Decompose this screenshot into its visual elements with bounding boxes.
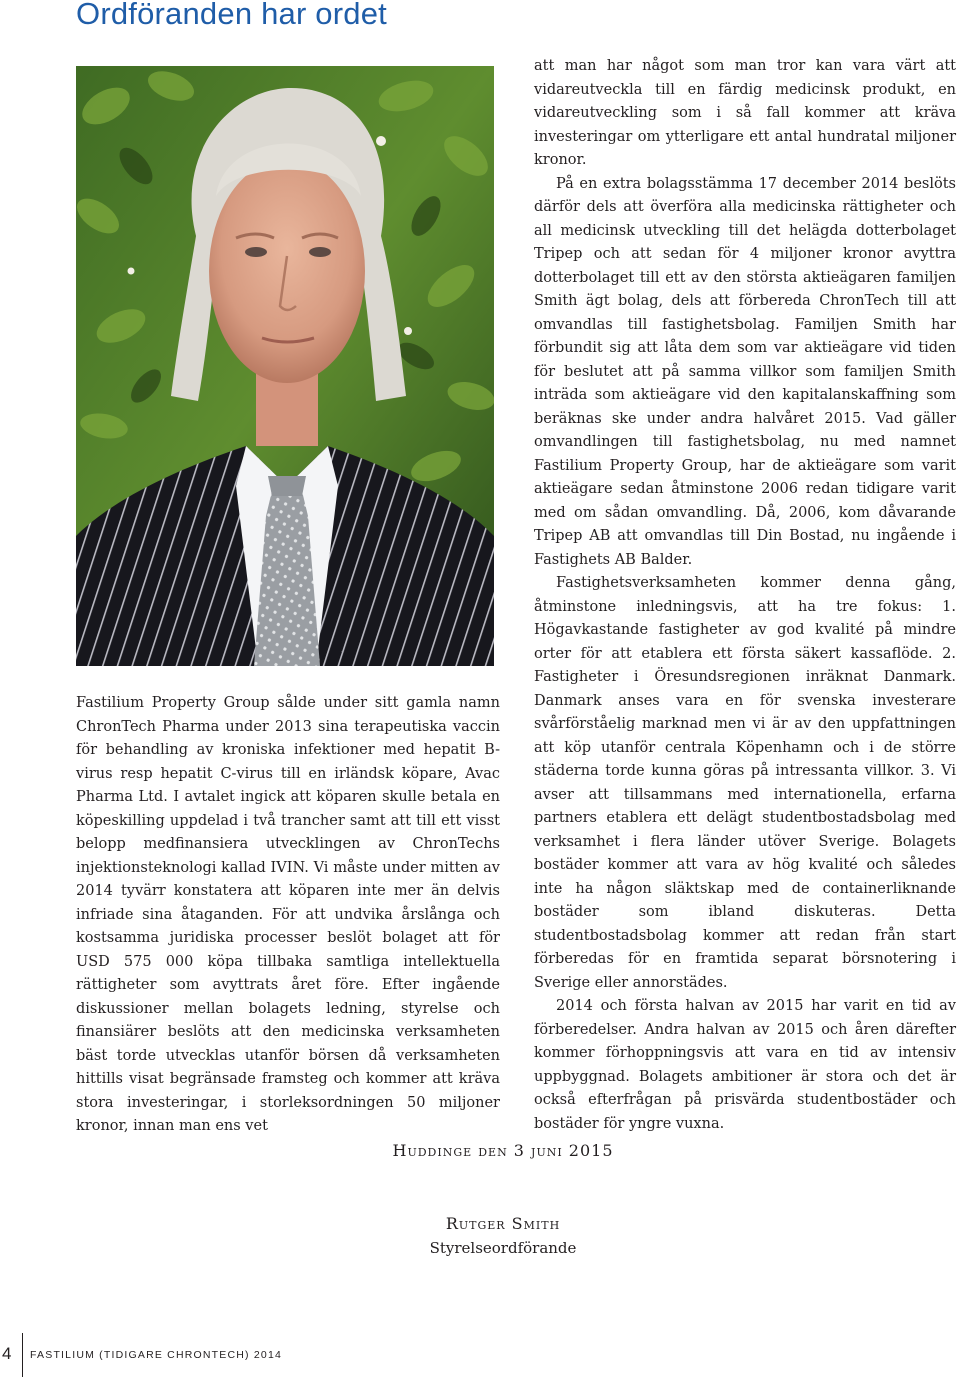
body-paragraph: Fastighetsverksamheten kommer denna gång, åtminstone inledningsvis, att ha tre fokus: 1. Högavkastande fastigheter av god kvalité på mindre orter för att etablera ett första säkert kassaflöde. 2. Fastigheter i Öresundsregionen inräknat Danmark. Danmark anses vara en för svenska investerare svårförståelig marknad men vi är av den uppfattningen att köp utanför centrala Köpenhamn och i de större städerna torde kunna göras på intressanta villkor. 3. Vi avser att tillsammans med internationella, erfarna partners etablera ett delägt studentbostadsbolag med verksamhet i flera länder utöver Sverige. Bolagets bostäder kommer att vara av hög kvalité och således inte ha någon släktskap med de containerliknande bostäder som ibland diskuteras. Detta studentbostadsbolag kommer att redan från start förberedas för en framtida separat börsnotering i Sverige eller annorstädes. — [534, 575, 956, 991]
signature-block — [0, 1212, 960, 1260]
body-paragraph: 2014 och första halvan av 2015 har varit en tid av förberedelser. Andra halvan av 2015 och åren därefter kommer förhoppningsvis att vara en tid av intensiv uppbyggnad. Bolagets ambitioner är stora och det är också efterfrågan på prisvärda studentbostäder och bostäder för yngre vuxna. — [534, 998, 956, 1132]
body-column-left — [76, 692, 500, 1139]
place-date: Huddinge den 3 juni 2015 — [392, 1141, 614, 1160]
body-paragraph: Fastilium Property Group sålde under sitt gamla namn ChronTech Pharma under 2013 sina terapeutiska vaccin för behandling av kroniska infektioner med hepatit B-virus resp hepatit C-virus till en irländsk köpare, Avac Pharma Ltd. I avtalet ingick att köparen skulle betala en köpeskilling uppdelad i två trancher samt att till ett visst belopp medfinansiera utvecklingen av ChronTechs injektionsteknologi kallad IVIN. Vi måste under mitten av 2014 tyvärr konstatera att köparen inte mer än delvis infriade sina åtaganden. För att undvika årslånga och kostsamma juridiska processer beslöt bolaget att för USD 575 000 köpa tillbaka samtliga intellektuella rättigheter som avyttrats året före. Efter ingående diskussioner mellan bolagets ledning, styrelse och finansiärer beslöts att den medicinska verksamheten bäst torde utvecklas utanför börsen då verksamheten hittills visat begränsade framsteg och kommer att kräva stora investeringar, i storleksordningen 50 miljoner kronor, innan man ens vet — [76, 695, 500, 1134]
portrait-photo — [76, 66, 494, 666]
footer-divider — [22, 1333, 23, 1377]
portrait-illustration — [76, 66, 494, 666]
body-column-right — [534, 55, 956, 1136]
signer-name: Rutger Smith — [445, 1214, 561, 1233]
footer-publication: FASTILIUM (TIDIGARE CHRONTECH) 2014 — [30, 1349, 283, 1361]
page-number: 4 — [2, 1344, 12, 1363]
body-paragraph: På en extra bolagsstämma 17 december 2014 beslöts därför dels att överföra alla medicinska rättigheter och all medicinsk utveckling till det helägda dotterbolaget Tripep och att sedan för 4 miljoner kronor avyttra dotterbolaget till ett av den största aktieägaren familjen Smith ägt bolag, dels att förbereda ChronTech till att omvandlas till fastighetsbolag. Familjen Smith har förbundit sig att låta dem som var aktieägare vid tiden för beslutet att på samma villkor som familjen Smith inträda som aktieägare vid den kapitalanskaffning som beräknas ske under andra halvåret 2015. Vad gäller omvandlingen till fastighetsbolag, nu med namnet Fastilium Property Group, har de aktieägare som varit aktieägare sedan åtminstone 2006 redan tidigare varit med om sådan omvandling. Då, 2006, kom dåvarande Tripep AB att omvandlas till Din Bostad, nu ingående i Fastighets AB Balder. — [534, 175, 956, 568]
page-title: Ordföranden har ordet — [76, 0, 387, 31]
body-paragraph: att man har något som man tror kan vara värt att vidareutveckla till en färdig medicinsk produkt, en vidareutveckling som i så fall kommer att kräva investeringar om ytterligare ett antal hundratal miljoner kronor. — [534, 58, 956, 168]
signer-role: Styrelseordförande — [429, 1239, 577, 1257]
